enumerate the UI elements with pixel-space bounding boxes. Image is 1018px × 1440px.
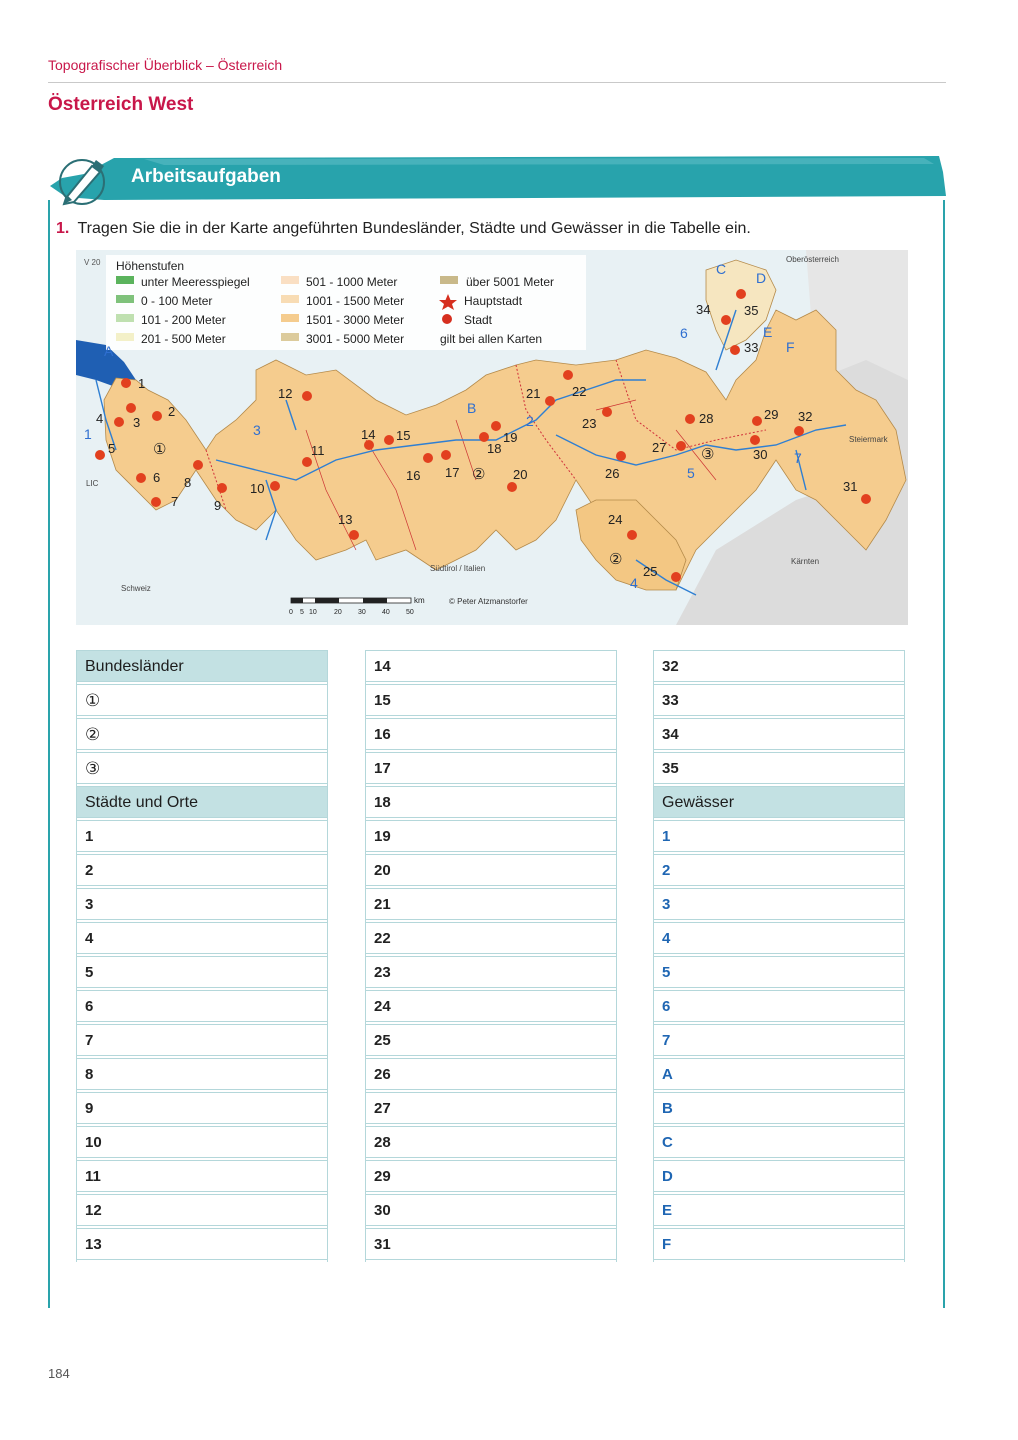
svg-text:29: 29: [764, 407, 779, 422]
svg-text:13: 13: [338, 512, 353, 527]
svg-text:40: 40: [382, 609, 390, 616]
table-row-city[interactable]: 2: [77, 854, 327, 886]
legend-item-7: 3001 - 5000 Meter: [306, 332, 405, 346]
table-row-city[interactable]: 10: [77, 1126, 327, 1158]
table-row-city[interactable]: 3: [77, 888, 327, 920]
table-row-city[interactable]: 33: [654, 684, 904, 716]
table-row-water[interactable]: D: [654, 1160, 904, 1192]
legend-item-6: 1501 - 3000 Meter: [306, 313, 405, 327]
neighbor-schweiz: Schweiz: [121, 584, 151, 593]
legend-item-9: Hauptstadt: [464, 294, 523, 308]
svg-text:0: 0: [289, 609, 293, 616]
table-row-water[interactable]: 2: [654, 854, 904, 886]
table-row-city[interactable]: 13: [77, 1228, 327, 1260]
svg-text:③: ③: [701, 446, 715, 463]
svg-text:12: 12: [278, 386, 293, 401]
table-row-water[interactable]: A: [654, 1058, 904, 1090]
table-row-city[interactable]: 16: [366, 718, 616, 750]
svg-text:6: 6: [153, 470, 161, 485]
table-row-city[interactable]: 34: [654, 718, 904, 750]
banner-label: Arbeitsaufgaben: [131, 166, 281, 187]
svg-text:35: 35: [744, 303, 759, 318]
svg-text:C: C: [716, 261, 727, 277]
svg-text:D: D: [756, 270, 767, 286]
svg-text:4: 4: [630, 575, 638, 591]
map-code: V 20: [84, 258, 101, 267]
legend-item-1: 0 - 100 Meter: [141, 294, 213, 308]
table-row-city[interactable]: 17: [366, 752, 616, 784]
legend-item-2: 101 - 200 Meter: [141, 313, 226, 327]
svg-text:20: 20: [334, 609, 342, 616]
table-column-2: [365, 650, 617, 1262]
neighbor-kaernten: Kärnten: [791, 557, 820, 566]
svg-text:26: 26: [605, 466, 620, 481]
svg-text:1: 1: [138, 376, 146, 391]
table-row-city[interactable]: 29: [366, 1160, 616, 1192]
svg-text:10: 10: [250, 481, 265, 496]
svg-text:33: 33: [744, 340, 759, 355]
table-row-city[interactable]: 24: [366, 990, 616, 1022]
table-row-city[interactable]: 9: [77, 1092, 327, 1124]
city-dot-icon: [442, 314, 452, 324]
svg-text:5: 5: [300, 609, 304, 616]
svg-text:30: 30: [753, 447, 768, 462]
table-row-water[interactable]: 4: [654, 922, 904, 954]
table-row-water[interactable]: C: [654, 1126, 904, 1158]
table-row-city[interactable]: 26: [366, 1058, 616, 1090]
svg-text:5: 5: [687, 465, 695, 481]
page-title: Österreich West: [48, 94, 194, 115]
table-row-water[interactable]: 6: [654, 990, 904, 1022]
header-divider: [48, 82, 946, 83]
svg-text:15: 15: [396, 428, 411, 443]
legend-title: Höhenstufen: [116, 259, 185, 273]
legend-item-8: über 5001 Meter: [466, 275, 555, 289]
table-header-bundeslaender: Bundesländer: [77, 650, 327, 682]
map-west-austria: [76, 250, 908, 625]
svg-text:31: 31: [843, 479, 858, 494]
table-row-city[interactable]: 23: [366, 956, 616, 988]
table-row-city[interactable]: 14: [366, 650, 616, 682]
svg-text:30: 30: [358, 609, 366, 616]
svg-text:4: 4: [96, 411, 104, 426]
table-row-city[interactable]: 28: [366, 1126, 616, 1158]
table-row-water[interactable]: 3: [654, 888, 904, 920]
svg-text:34: 34: [696, 302, 711, 317]
svg-text:18: 18: [487, 441, 502, 456]
frame-line-left: [48, 200, 50, 1308]
legend-item-5: 1001 - 1500 Meter: [306, 294, 405, 308]
svg-text:7: 7: [171, 494, 179, 509]
table-row-city[interactable]: 6: [77, 990, 327, 1022]
svg-text:11: 11: [311, 443, 325, 458]
table-row-city[interactable]: 27: [366, 1092, 616, 1124]
table-row-city[interactable]: 31: [366, 1228, 616, 1260]
svg-text:22: 22: [572, 384, 587, 399]
table-row-city[interactable]: 8: [77, 1058, 327, 1090]
table-row-city[interactable]: 1: [77, 820, 327, 852]
table-row-water[interactable]: F: [654, 1228, 904, 1260]
task-number: 1.: [56, 220, 70, 237]
svg-text:50: 50: [406, 609, 414, 616]
table-row-city[interactable]: 12: [77, 1194, 327, 1226]
svg-text:7: 7: [794, 450, 802, 466]
legend-item-4: 501 - 1000 Meter: [306, 275, 398, 289]
svg-text:24: 24: [608, 512, 623, 527]
svg-text:km: km: [414, 596, 425, 605]
table-row-city[interactable]: 25: [366, 1024, 616, 1056]
svg-text:21: 21: [526, 386, 541, 401]
legend-item-3: 201 - 500 Meter: [141, 332, 226, 346]
table-header-gewaesser: Gewässer: [654, 786, 904, 818]
table-row-city[interactable]: 32: [654, 650, 904, 682]
svg-text:19: 19: [503, 430, 518, 445]
table-row-city[interactable]: 7: [77, 1024, 327, 1056]
legend-item-0: unter Meeresspiegel: [141, 275, 250, 289]
svg-text:9: 9: [214, 498, 222, 513]
table-row-city[interactable]: 20: [366, 854, 616, 886]
table-row-state[interactable]: ①: [77, 684, 327, 716]
svg-text:A: A: [104, 343, 114, 359]
table-row-city[interactable]: 22: [366, 922, 616, 954]
svg-text:8: 8: [184, 475, 192, 490]
svg-text:25: 25: [643, 564, 658, 579]
svg-text:3: 3: [253, 422, 261, 438]
table-row-city[interactable]: 19: [366, 820, 616, 852]
running-header: Topografischer Überblick – Österreich: [48, 57, 283, 73]
table-row-water[interactable]: 5: [654, 956, 904, 988]
neighbor-suedtirol: Südtirol / Italien: [430, 564, 486, 573]
svg-text:14: 14: [361, 427, 376, 442]
task-instruction: [56, 220, 751, 238]
map-copyright: © Peter Atzmanstorfer: [449, 597, 528, 606]
table-row-city[interactable]: 5: [77, 956, 327, 988]
table-row-state[interactable]: ③: [77, 752, 327, 784]
svg-text:28: 28: [699, 411, 714, 426]
legend-item-11: gilt bei allen Karten: [440, 332, 543, 346]
svg-text:17: 17: [445, 465, 460, 480]
table-row-city[interactable]: 11: [77, 1160, 327, 1192]
svg-text:B: B: [467, 400, 477, 416]
table-row-water[interactable]: 1: [654, 820, 904, 852]
svg-text:②: ②: [609, 551, 623, 568]
table-row-city[interactable]: 21: [366, 888, 616, 920]
svg-text:10: 10: [309, 609, 317, 616]
table-row-water[interactable]: B: [654, 1092, 904, 1124]
svg-text:2: 2: [526, 413, 534, 429]
table-row-state[interactable]: ②: [77, 718, 327, 750]
svg-text:32: 32: [798, 409, 813, 424]
neighbor-lic: LIC: [86, 479, 99, 488]
task-text: Tragen Sie die in der Karte angeführten Bundesländer, Städte und Gewässer in die Tabelle ein.: [77, 220, 751, 237]
table-header-staedte: Städte und Orte: [77, 786, 327, 818]
table-column-1: [76, 650, 328, 1262]
table-column-3: [653, 650, 905, 1262]
svg-text:②: ②: [472, 466, 486, 483]
table-row-city[interactable]: 30: [366, 1194, 616, 1226]
svg-text:3: 3: [133, 415, 141, 430]
svg-text:5: 5: [108, 441, 116, 456]
neighbor-steiermark: Steiermark: [849, 435, 888, 444]
svg-text:16: 16: [406, 468, 421, 483]
svg-text:①: ①: [153, 441, 167, 458]
table-row-city[interactable]: 15: [366, 684, 616, 716]
table-row-city[interactable]: 18: [366, 786, 616, 818]
svg-text:F: F: [786, 339, 795, 355]
svg-text:27: 27: [652, 440, 667, 455]
legend-item-10: Stadt: [464, 313, 493, 327]
page-number: 184: [48, 1366, 70, 1381]
svg-text:6: 6: [680, 325, 688, 341]
table-row-city[interactable]: 4: [77, 922, 327, 954]
svg-text:2: 2: [168, 404, 176, 419]
frame-line-right: [943, 200, 945, 1308]
neighbor-oberoesterreich: Oberösterreich: [786, 255, 839, 264]
table-row-city[interactable]: 35: [654, 752, 904, 784]
svg-text:20: 20: [513, 467, 528, 482]
table-row-water[interactable]: E: [654, 1194, 904, 1226]
svg-text:E: E: [763, 324, 773, 340]
svg-text:23: 23: [582, 416, 597, 431]
svg-text:1: 1: [84, 426, 92, 442]
table-row-water[interactable]: 7: [654, 1024, 904, 1056]
